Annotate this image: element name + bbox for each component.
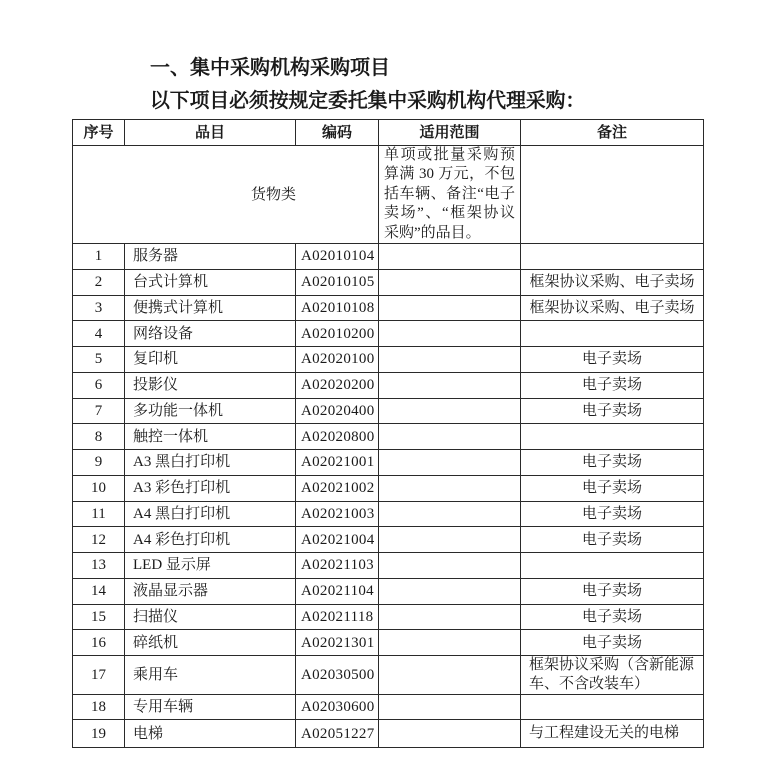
note-cell: 电子卖场 bbox=[521, 501, 704, 527]
scope-cell bbox=[379, 501, 521, 527]
row-number: 6 bbox=[73, 372, 125, 398]
row-number: 13 bbox=[73, 553, 125, 579]
table-row bbox=[73, 656, 704, 695]
category-label: 货物类 bbox=[73, 146, 379, 244]
row-number: 15 bbox=[73, 604, 125, 630]
item-code: A02010104 bbox=[296, 244, 379, 270]
table-row bbox=[73, 372, 704, 398]
scope-cell bbox=[379, 347, 521, 373]
item-name: 复印机 bbox=[125, 347, 296, 373]
row-number: 12 bbox=[73, 527, 125, 553]
note-cell: 电子卖场 bbox=[521, 372, 704, 398]
scope-cell bbox=[379, 604, 521, 630]
item-name: 服务器 bbox=[125, 244, 296, 270]
row-number: 8 bbox=[73, 424, 125, 450]
scope-cell bbox=[379, 720, 521, 748]
section-instruction: 以下项目必须按规定委托集中采购机构代理采购： bbox=[150, 89, 586, 112]
item-code: A02030600 bbox=[296, 695, 379, 720]
table-row bbox=[73, 244, 704, 270]
note-cell: 电子卖场 bbox=[521, 398, 704, 424]
note-cell: 框架协议采购、电子卖场 bbox=[521, 269, 704, 295]
row-number: 17 bbox=[73, 656, 125, 695]
row-number: 14 bbox=[73, 578, 125, 604]
table-row bbox=[73, 553, 704, 579]
item-name: LED 显示屏 bbox=[125, 553, 296, 579]
table-row bbox=[73, 398, 704, 424]
scope-cell bbox=[379, 630, 521, 656]
item-table-body bbox=[73, 146, 704, 748]
item-name: A4 黑白打印机 bbox=[125, 501, 296, 527]
scope-cell bbox=[379, 695, 521, 720]
header-item: 品目 bbox=[125, 120, 296, 146]
note-cell: 框架协议采购、电子卖场 bbox=[521, 295, 704, 321]
note-cell: 电子卖场 bbox=[521, 527, 704, 553]
row-number: 2 bbox=[73, 269, 125, 295]
scope-cell bbox=[379, 398, 521, 424]
scope-cell bbox=[379, 475, 521, 501]
table-row bbox=[73, 347, 704, 373]
item-code: A02021118 bbox=[296, 604, 379, 630]
table-row bbox=[73, 269, 704, 295]
header-note: 备注 bbox=[521, 120, 704, 146]
item-name: 碎纸机 bbox=[125, 630, 296, 656]
row-number: 9 bbox=[73, 450, 125, 476]
table-header-row bbox=[73, 120, 704, 146]
scope-cell bbox=[379, 269, 521, 295]
table-row bbox=[73, 295, 704, 321]
table-row bbox=[73, 695, 704, 720]
category-row bbox=[73, 146, 704, 244]
header-number: 序号 bbox=[73, 120, 125, 146]
scope-cell bbox=[379, 372, 521, 398]
item-code: A02021103 bbox=[296, 553, 379, 579]
row-number: 1 bbox=[73, 244, 125, 270]
note-cell bbox=[521, 424, 704, 450]
item-name: 扫描仪 bbox=[125, 604, 296, 630]
table-row bbox=[73, 527, 704, 553]
scope-cell bbox=[379, 527, 521, 553]
item-name: 乘用车 bbox=[125, 656, 296, 695]
row-number: 7 bbox=[73, 398, 125, 424]
item-code: A02030500 bbox=[296, 656, 379, 695]
note-cell bbox=[521, 321, 704, 347]
item-code: A02020800 bbox=[296, 424, 379, 450]
note-cell: 电子卖场 bbox=[521, 450, 704, 476]
scope-cell bbox=[379, 321, 521, 347]
table-row bbox=[73, 630, 704, 656]
scope-cell bbox=[379, 578, 521, 604]
row-number: 5 bbox=[73, 347, 125, 373]
row-number: 19 bbox=[73, 720, 125, 748]
item-code: A02021003 bbox=[296, 501, 379, 527]
section-heading: 一、集中采购机构采购项目 bbox=[150, 55, 390, 79]
table-row bbox=[73, 321, 704, 347]
item-code: A02021004 bbox=[296, 527, 379, 553]
row-number: 11 bbox=[73, 501, 125, 527]
item-code: A02021001 bbox=[296, 450, 379, 476]
note-cell bbox=[521, 244, 704, 270]
note-cell bbox=[521, 695, 704, 720]
table-row bbox=[73, 450, 704, 476]
note-cell: 框架协议采购（含新能源车、不含改装车） bbox=[521, 656, 704, 695]
item-name: 便携式计算机 bbox=[125, 295, 296, 321]
item-code: A02010108 bbox=[296, 295, 379, 321]
note-cell: 电子卖场 bbox=[521, 475, 704, 501]
item-code: A02051227 bbox=[296, 720, 379, 748]
item-name: 台式计算机 bbox=[125, 269, 296, 295]
scope-cell bbox=[379, 295, 521, 321]
item-name: 专用车辆 bbox=[125, 695, 296, 720]
scope-cell bbox=[379, 553, 521, 579]
table-row bbox=[73, 604, 704, 630]
note-cell bbox=[521, 553, 704, 579]
category-scope: 单项或批量采购预算满 30 万元，不包括车辆、备注“电子卖场”、“框架协议采购”的品目。 bbox=[379, 146, 521, 244]
note-cell: 电子卖场 bbox=[521, 578, 704, 604]
note-cell: 与工程建设无关的电梯 bbox=[521, 720, 704, 748]
table-row bbox=[73, 501, 704, 527]
item-name: A3 黑白打印机 bbox=[125, 450, 296, 476]
item-name: A4 彩色打印机 bbox=[125, 527, 296, 553]
table-row bbox=[73, 578, 704, 604]
item-name: A3 彩色打印机 bbox=[125, 475, 296, 501]
row-number: 18 bbox=[73, 695, 125, 720]
note-cell: 电子卖场 bbox=[521, 347, 704, 373]
row-number: 3 bbox=[73, 295, 125, 321]
note-cell: 电子卖场 bbox=[521, 604, 704, 630]
row-number: 4 bbox=[73, 321, 125, 347]
item-name: 网络设备 bbox=[125, 321, 296, 347]
header-scope: 适用范围 bbox=[379, 120, 521, 146]
item-code: A02020400 bbox=[296, 398, 379, 424]
item-code: A02010105 bbox=[296, 269, 379, 295]
scope-cell bbox=[379, 656, 521, 695]
scope-cell bbox=[379, 244, 521, 270]
item-name: 液晶显示器 bbox=[125, 578, 296, 604]
item-code: A02021301 bbox=[296, 630, 379, 656]
row-number: 10 bbox=[73, 475, 125, 501]
scope-cell bbox=[379, 424, 521, 450]
note-cell: 电子卖场 bbox=[521, 630, 704, 656]
table-row bbox=[73, 424, 704, 450]
table-row bbox=[73, 475, 704, 501]
item-code: A02010200 bbox=[296, 321, 379, 347]
item-code: A02020100 bbox=[296, 347, 379, 373]
item-name: 触控一体机 bbox=[125, 424, 296, 450]
procurement-items-table bbox=[72, 119, 704, 748]
item-code: A02021104 bbox=[296, 578, 379, 604]
item-name: 电梯 bbox=[125, 720, 296, 748]
item-code: A02021002 bbox=[296, 475, 379, 501]
table-row bbox=[73, 720, 704, 748]
item-name: 投影仪 bbox=[125, 372, 296, 398]
category-note bbox=[521, 146, 704, 244]
header-code: 编码 bbox=[296, 120, 379, 146]
item-code: A02020200 bbox=[296, 372, 379, 398]
item-name: 多功能一体机 bbox=[125, 398, 296, 424]
scope-cell bbox=[379, 450, 521, 476]
row-number: 16 bbox=[73, 630, 125, 656]
